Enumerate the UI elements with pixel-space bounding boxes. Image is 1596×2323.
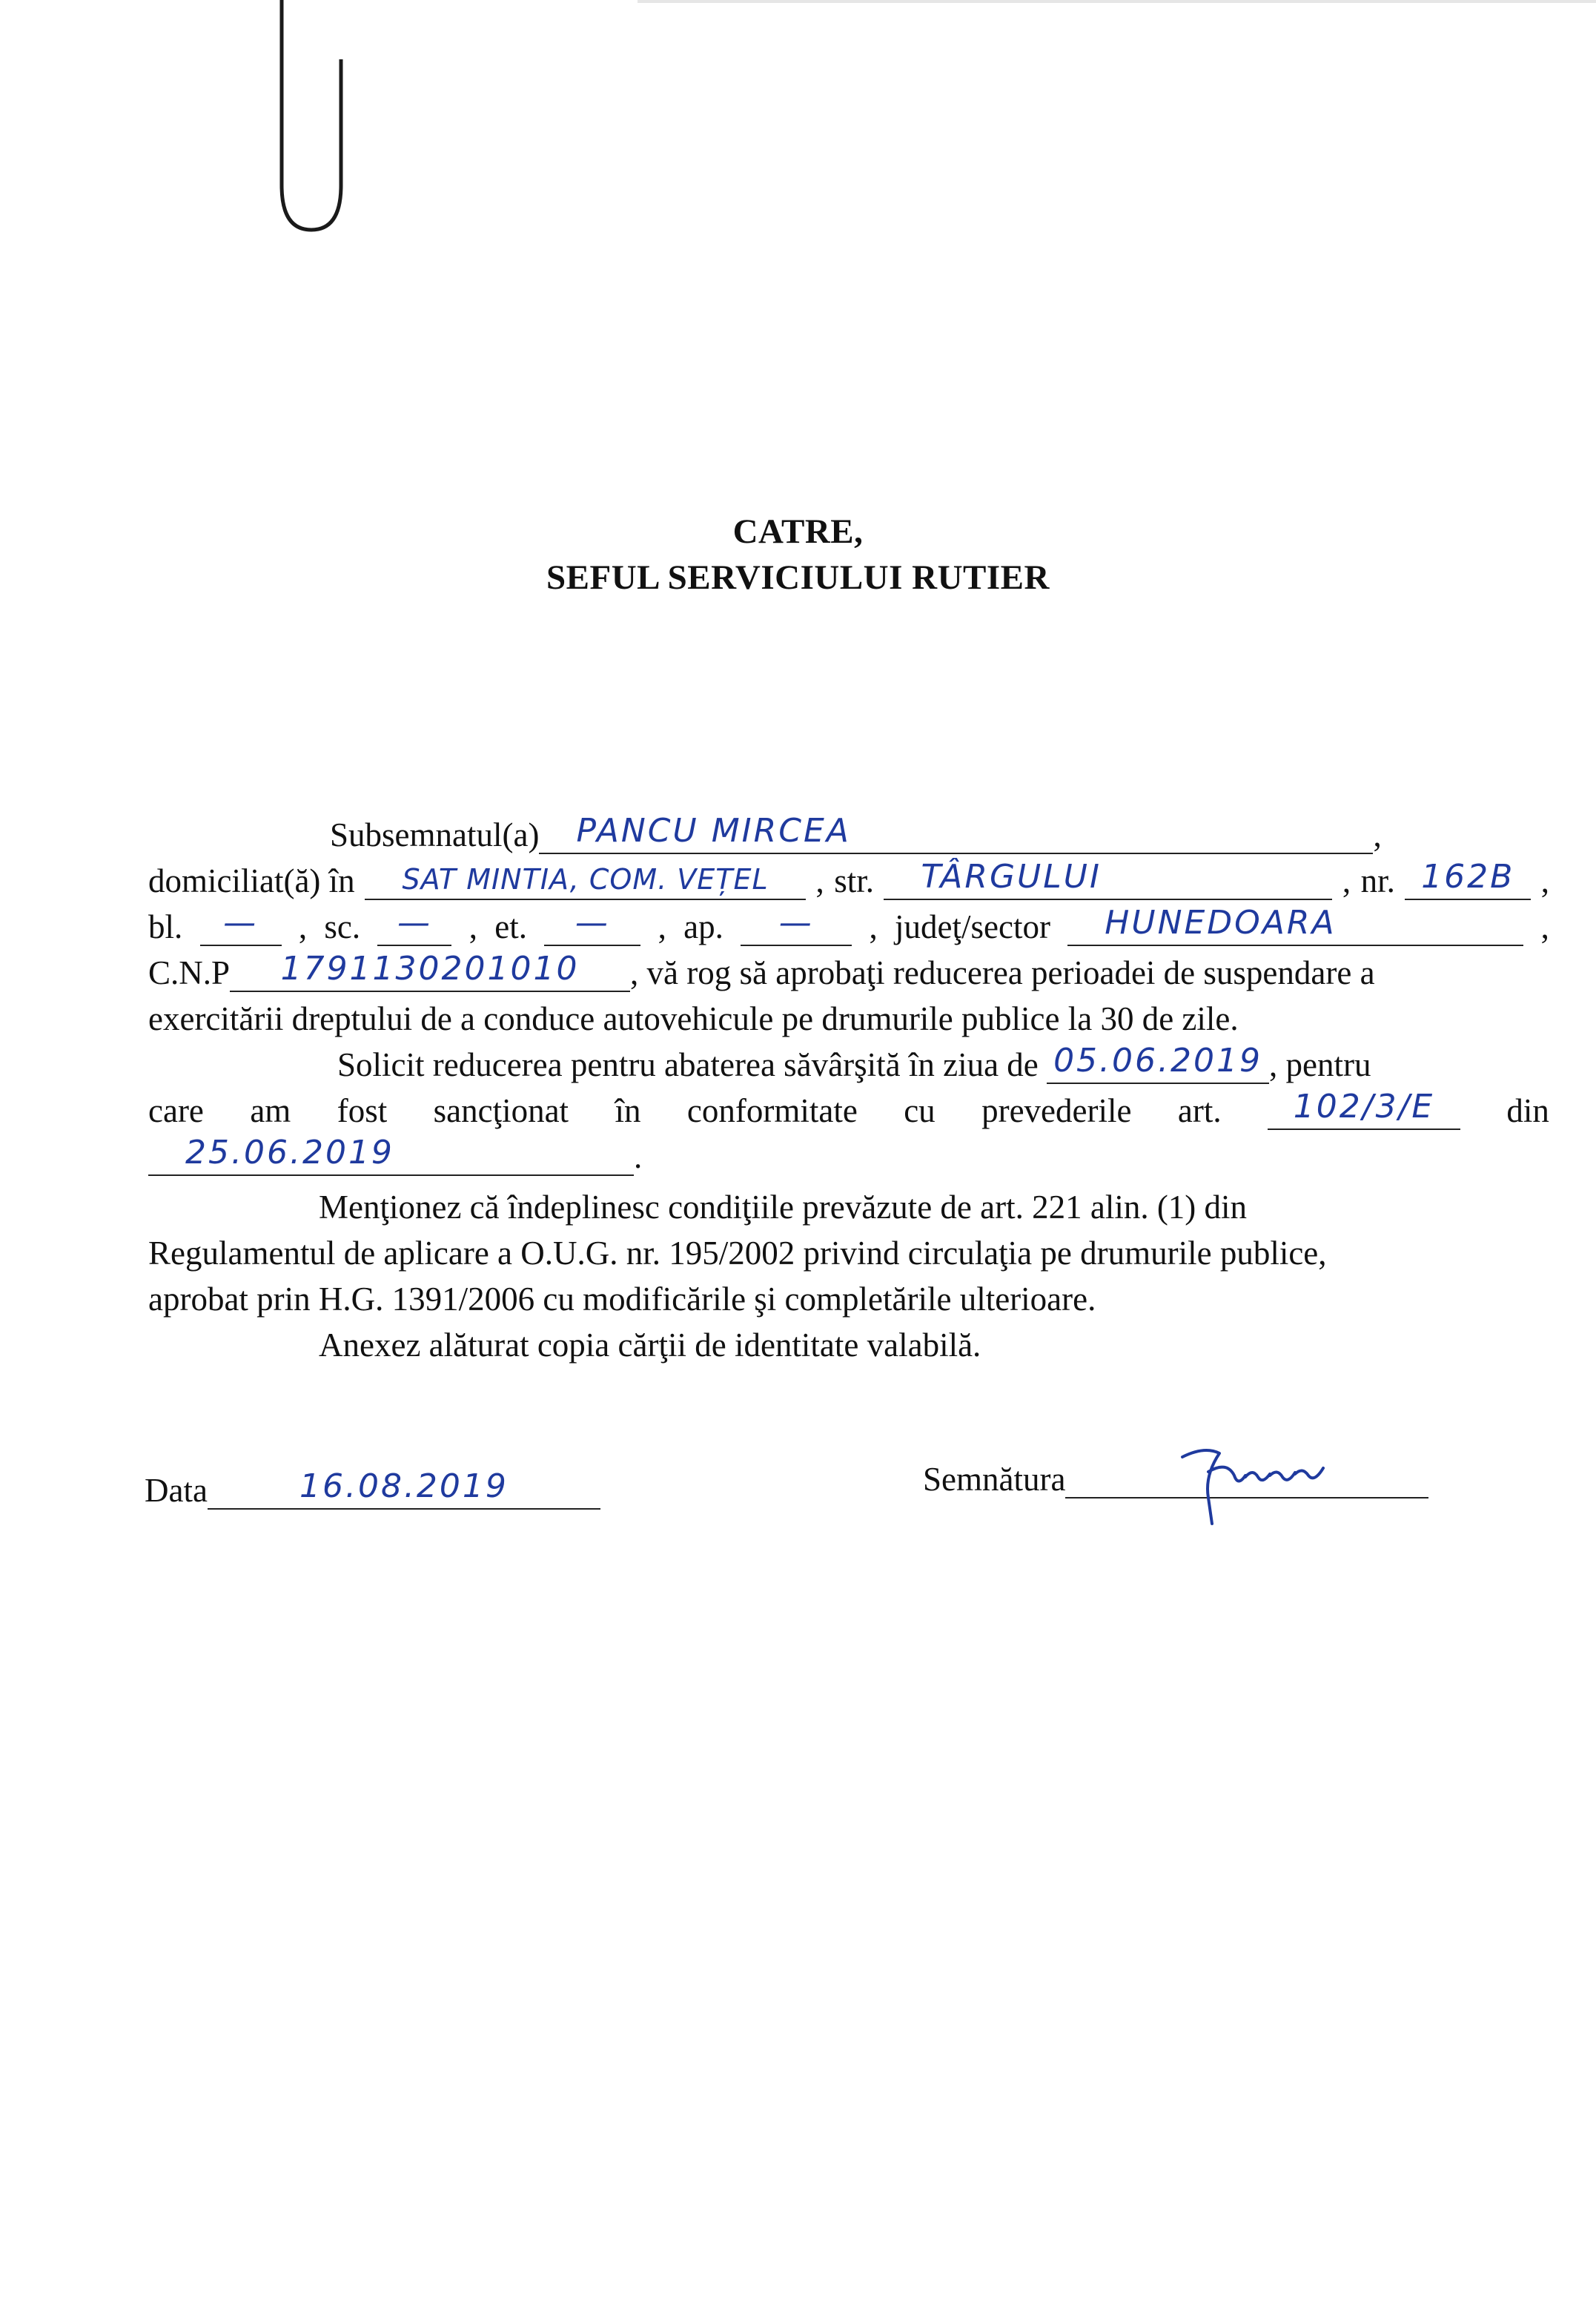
semnatura-label: Semnătura: [923, 1461, 1066, 1498]
paperclip-icon: [267, 0, 378, 237]
date-field[interactable]: [208, 1468, 600, 1510]
data-proces-value: 25.06.2019: [185, 1134, 394, 1172]
top-edge-shadow: [638, 0, 1596, 3]
form-line-anexez: [148, 1318, 1549, 1364]
ap-field[interactable]: [741, 905, 852, 946]
judet-label: judeţ/sector: [895, 908, 1050, 945]
word-conformitate: conformitate: [686, 1092, 858, 1129]
form-line-name: Subsemnatul(a) PANCU MIRCEA ,: [330, 812, 1382, 853]
data-proces-field[interactable]: [148, 1134, 634, 1176]
form-line-request: [148, 992, 1549, 1038]
mentionez-text-3: aprobat prin H.G. 1391/2006 cu modificările şi completările ulterioare.: [148, 1281, 1096, 1318]
strada-value: TÂRGULUI: [921, 858, 1102, 896]
form-line-mentionez-2: [148, 1226, 1549, 1272]
cnp-label: C.N.P: [148, 954, 231, 991]
et-value: —: [575, 904, 610, 942]
word-prevederile: prevederile: [981, 1092, 1132, 1129]
strada-field[interactable]: [884, 859, 1332, 900]
judet-value: HUNEDOARA: [1105, 904, 1337, 942]
str-label: str.: [834, 862, 875, 899]
cnp-suffix-text: vă rog să aprobaţi reducerea perioadei de suspendare a: [646, 954, 1375, 991]
cnp-field[interactable]: [230, 951, 630, 992]
word-fost: fost: [337, 1092, 388, 1129]
word-care: care: [148, 1092, 204, 1129]
mentionez-text-2: Regulamentul de aplicare a O.U.G. nr. 195/2002 privind circulaţia pe drumurile publice,: [148, 1235, 1327, 1272]
form-line-building: bl. — , sc. — , et. — , ap. — , judeţ/sector HUNEDOARA ,: [148, 904, 1549, 945]
bl-field[interactable]: [200, 905, 282, 946]
din-text: din: [1506, 1092, 1549, 1129]
et-label: et.: [494, 908, 528, 945]
request-text: exercitării dreptului de a conduce autovehicule pe drumurile publice la 30 de zile.: [148, 1000, 1239, 1037]
mentionez-text-1: Menţionez că îndeplinesc condiţiile prevăzute de art. 221 alin. (1) din: [319, 1189, 1248, 1226]
form-line-data-proces: 25.06.2019 .: [148, 1130, 1549, 1176]
date-block: [145, 1468, 600, 1510]
domiciliat-label: domiciliat(ă) în: [148, 862, 355, 899]
data-abatere-field[interactable]: [1047, 1042, 1269, 1084]
name-field[interactable]: [539, 813, 1373, 854]
heading-recipient: SEFUL SERVICIULUI RUTIER: [546, 558, 1050, 597]
data-label: Data: [145, 1472, 208, 1509]
date-value: 16.08.2019: [299, 1467, 509, 1505]
bl-value: —: [223, 904, 259, 942]
ap-label: ap.: [683, 908, 724, 945]
sc-field[interactable]: [377, 905, 451, 946]
judet-field[interactable]: [1067, 905, 1523, 946]
cnp-value: 1791130201010: [280, 950, 580, 988]
form-line-mentionez-1: [148, 1180, 1549, 1226]
sc-label: sc.: [324, 908, 361, 945]
word-art: art.: [1177, 1092, 1222, 1129]
data-abatere-value: 05.06.2019: [1053, 1042, 1262, 1080]
heading-catre: CATRE,: [732, 512, 864, 551]
form-line-mentionez-3: [148, 1272, 1549, 1318]
nr-label: nr.: [1360, 862, 1395, 899]
ap-value: —: [778, 904, 814, 942]
subsemnatul-label: Subsemnatul(a): [330, 816, 540, 853]
word-am: am: [250, 1092, 291, 1129]
anexez-text: Anexez alăturat copia cărţii de identitate valabilă.: [319, 1326, 981, 1364]
word-cu: cu: [904, 1092, 936, 1129]
articol-value: 102/3/E: [1293, 1088, 1435, 1126]
nr-value: 162B: [1421, 858, 1515, 896]
localitate-field[interactable]: [365, 859, 806, 900]
word-in: în: [615, 1092, 641, 1129]
form-line-sanctionat: [148, 1084, 1549, 1130]
articol-field[interactable]: [1268, 1088, 1460, 1130]
form-line-solicit: Solicit reducerea pentru abaterea săvârşită în ziua de 05.06.2019 , pentru: [337, 1042, 1371, 1083]
form-line-cnp: C.N.P 1791130201010 , vă rog să aprobaţi reducerea perioadei de suspendare a: [148, 950, 1375, 991]
nr-field[interactable]: [1405, 859, 1531, 900]
handwritten-signature: [1175, 1431, 1353, 1527]
form-line-address: domiciliat(ă) în SAT MINTIA, COM. VEȚEL , str. TÂRGULUI , nr. 162B ,: [148, 858, 1549, 899]
solicit-text: Solicit reducerea pentru abaterea săvârşită în ziua de: [337, 1046, 1039, 1083]
localitate-value: SAT MINTIA, COM. VEȚEL: [402, 863, 769, 896]
bl-label: bl.: [148, 908, 183, 945]
pentru-text: pentru: [1285, 1046, 1371, 1083]
word-sanctionat: sancţionat: [433, 1092, 569, 1129]
name-value: PANCU MIRCEA: [576, 812, 851, 850]
et-field[interactable]: [544, 905, 640, 946]
sc-value: —: [397, 904, 432, 942]
